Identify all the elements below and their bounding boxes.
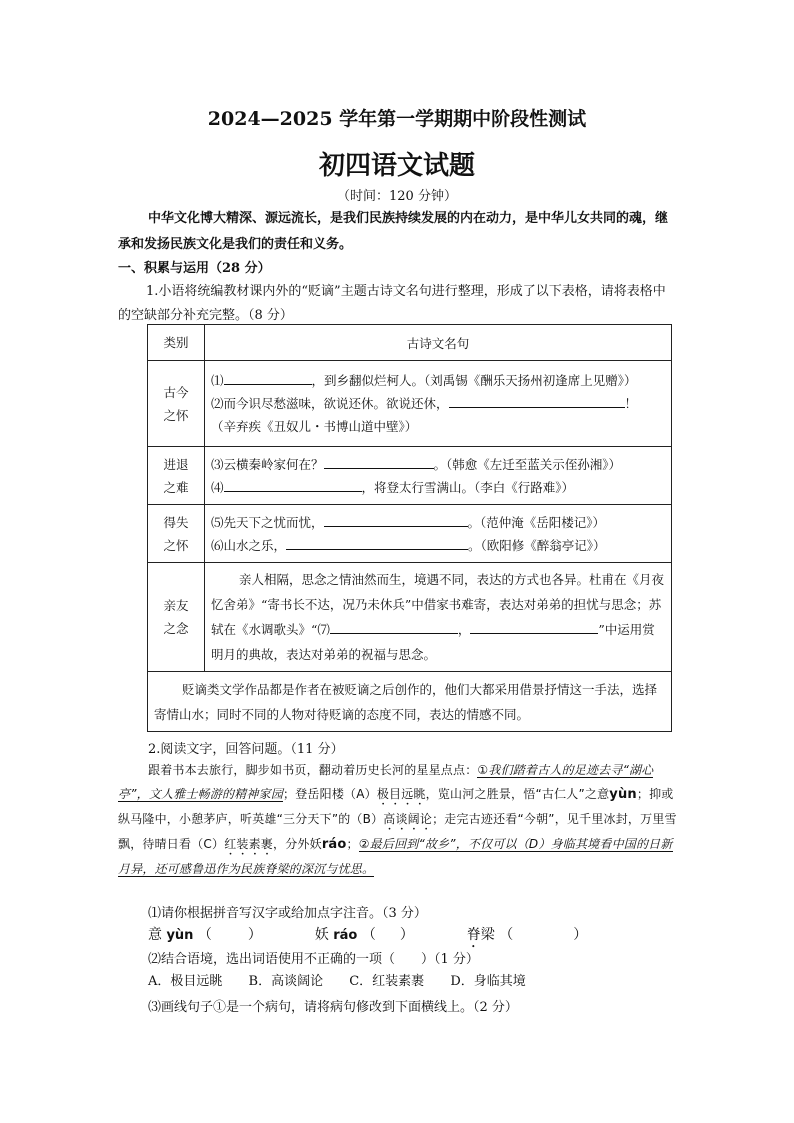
- fill-char: 梁: [480, 927, 495, 943]
- poem-line: [211, 511, 665, 534]
- line-prefix: ⑶云横秦岭家何在？: [211, 456, 324, 472]
- line-suffix: 。（欧阳修《醉翁亭记》）: [468, 537, 606, 553]
- paren: ）: [399, 927, 414, 943]
- option-a[interactable]: A．极目远眺: [148, 974, 223, 989]
- table-row: [148, 563, 672, 672]
- header-lines: 古诗文名句: [205, 325, 672, 361]
- paren: （: [197, 927, 212, 943]
- lines-cell: [205, 505, 672, 563]
- sub-question-2: ⑵结合语境，选出词语使用不正确的一项（ ）（1 分）: [148, 952, 479, 967]
- footer-cell: [148, 672, 672, 732]
- question-2-prompt: 2.阅读文字，回答问题。（11 分）: [148, 742, 344, 757]
- passage-text: ；抑或纵马隆中，小憩茅庐，听英雄“三分天下”的（B）: [118, 786, 674, 826]
- poem-line: [211, 392, 665, 415]
- option-b[interactable]: B．高谈阔论: [248, 974, 324, 989]
- intro-paragraph: 中华文化博大精深、源远流长，是我们民族持续发展的内在动力，是中华儿女共同的魂，继承和发扬民族文化是我们的责任和义务。: [118, 211, 669, 252]
- answer-blank[interactable]: [224, 477, 362, 492]
- fill-char: 妖: [314, 927, 329, 943]
- dotted-phrase-a: 极目远眺: [376, 786, 426, 801]
- poem-line: [211, 453, 665, 476]
- line-suffix: 。（范仲淹《岳阳楼记》）: [467, 514, 606, 530]
- table-row: [148, 361, 672, 447]
- footer-text: 贬谪类文学作品都是作者在被贬谪之后创作的，他们大都采用借景抒情这一手法，选择寄情山水；同时不同的人物对待贬谪的态度不同，表达的情感不同。: [154, 681, 658, 722]
- category-label: 古今之怀: [163, 384, 189, 423]
- dotted-phrase-b: 高谈阔论: [383, 811, 433, 826]
- line-prefix: ⑸先天下之忧而忧，: [211, 514, 324, 530]
- pinyin-yun: yùn: [609, 786, 637, 802]
- sub-question-1: ⑴请你根据拼音写汉字或给加点字注音。（3 分）: [148, 906, 427, 921]
- category-cell: [148, 563, 205, 672]
- question-1-prompt: 1.小语将统编教材课内外的“贬谪”主题古诗文名句进行整理，形成了以下表格，请将表格中的空缺部分补充完整。（8 分）: [118, 284, 666, 323]
- category-cell: [148, 447, 205, 505]
- passage-text: ；: [346, 836, 359, 851]
- underlined-sentence-2: ②最后回到“故乡”，不仅可以（D）身临其境看中国的日新月异，还可感鲁迅作为民族脊梁的深沉与忧思。: [118, 836, 673, 876]
- options-row: [148, 970, 548, 989]
- line-prefix: ⑵而今识尽愁滋味，欲说还休。欲说还休，: [211, 396, 449, 411]
- passage-text: ，览山河之胜景，悟“古仁人”之意: [425, 786, 610, 801]
- option-d[interactable]: D．身临其境: [450, 974, 526, 989]
- subject-title: 初四语文试题: [318, 151, 475, 181]
- passage-text: ；登岳阳楼（A）: [283, 786, 377, 801]
- paren: ）: [573, 927, 588, 943]
- passage-text: ，分外妖: [273, 836, 322, 851]
- line-prefix: ⑴: [211, 373, 224, 388]
- paragraph-comma: ，: [457, 622, 471, 637]
- category-label: 亲友之念: [163, 598, 189, 636]
- lines-cell: [205, 563, 672, 672]
- answer-blank[interactable]: [330, 619, 458, 634]
- paren: （: [361, 927, 376, 943]
- line-prefix: ⑷: [211, 479, 224, 495]
- section-heading: 一、积累与运用（28 分）: [118, 261, 271, 276]
- answer-blank[interactable]: [324, 454, 434, 469]
- paragraph-text: 亲人相隔，思念之情油然而生，境遇不同，表达的方式也各异。杜甫在《月夜忆舍弟》“寄书长不达，况乃未休兵”中借家书难寄，表达对弟弟的担忧与思念；苏轼在《水调歌头》“⑺: [211, 572, 665, 637]
- dotted-char: 脊: [466, 927, 481, 943]
- fill-pinyin: yùn: [166, 928, 194, 943]
- lines-cell: [205, 447, 672, 505]
- underlined-sentence-1: ①我们踏着古人的足迹去寻“湖心亭”，文人雅士畅游的精神家园: [118, 763, 654, 801]
- category-label: 进退之难: [163, 456, 189, 495]
- paragraph-text: ”中运用赏明月的典故，表达对弟弟的祝福与思念。: [211, 622, 655, 662]
- fill-pinyin: ráo: [333, 928, 358, 943]
- line-suffix: ，到乡翻似烂柯人。（刘禹锡《酬乐天扬州初逢席上见赠》）: [311, 373, 637, 388]
- option-c[interactable]: C．红装素裹: [349, 974, 425, 989]
- header-category: 类别: [148, 325, 205, 361]
- answer-blank[interactable]: [324, 512, 468, 527]
- paren: （: [499, 927, 514, 943]
- answer-blank[interactable]: [286, 535, 468, 550]
- lines-cell: [205, 361, 672, 447]
- category-cell: [148, 361, 205, 447]
- pinyin-rao: ráo: [321, 836, 347, 852]
- fill-in-row: [148, 924, 668, 951]
- table-header-row: [148, 325, 672, 361]
- poem-line: [211, 534, 665, 557]
- poem-line: [211, 369, 665, 392]
- table-footer-row: [148, 672, 672, 732]
- fill-char: 意: [148, 927, 162, 943]
- answer-blank[interactable]: [224, 370, 312, 385]
- passage-text: 跟着书本去旅行，脚步如书页，翻动着历史长河的星星点点：: [148, 763, 478, 777]
- category-label: 得失之怀: [163, 514, 189, 553]
- line-prefix: ⑹山水之乐，: [211, 537, 287, 553]
- passage-text: ；走完古迹还看“今朝”，见千里冰封，万里雪飘，待晴日看（C）: [118, 811, 677, 851]
- sub-question-3: ⑶画线句子①是一个病句，请将病句修改到下面横线上。（2 分）: [148, 1000, 518, 1015]
- poem-paragraph: [211, 567, 665, 667]
- reading-passage: [118, 759, 678, 881]
- table-row: [148, 505, 672, 563]
- exam-title: 2024—2025 学年第一学期期中阶段性测试: [207, 108, 587, 130]
- time-limit: （时间：120 分钟）: [337, 189, 457, 204]
- answer-blank[interactable]: [470, 619, 598, 634]
- line-suffix: ！: [624, 396, 638, 411]
- poem-line: [211, 476, 665, 499]
- answer-blank[interactable]: [449, 393, 625, 408]
- dotted-phrase-c: 红装素裹: [224, 836, 273, 851]
- poem-line: （辛弃疾《丑奴儿・书博山道中壁》）: [211, 419, 418, 434]
- line-suffix: 。（韩愈《左迁至蓝关示侄孙湘》）: [433, 456, 622, 472]
- category-cell: [148, 505, 205, 563]
- poem-table: [147, 324, 672, 732]
- line-suffix: ，将登太行雪满山。（李白《行路难》）: [361, 479, 575, 495]
- table-row: [148, 447, 672, 505]
- paren: ）: [247, 927, 262, 943]
